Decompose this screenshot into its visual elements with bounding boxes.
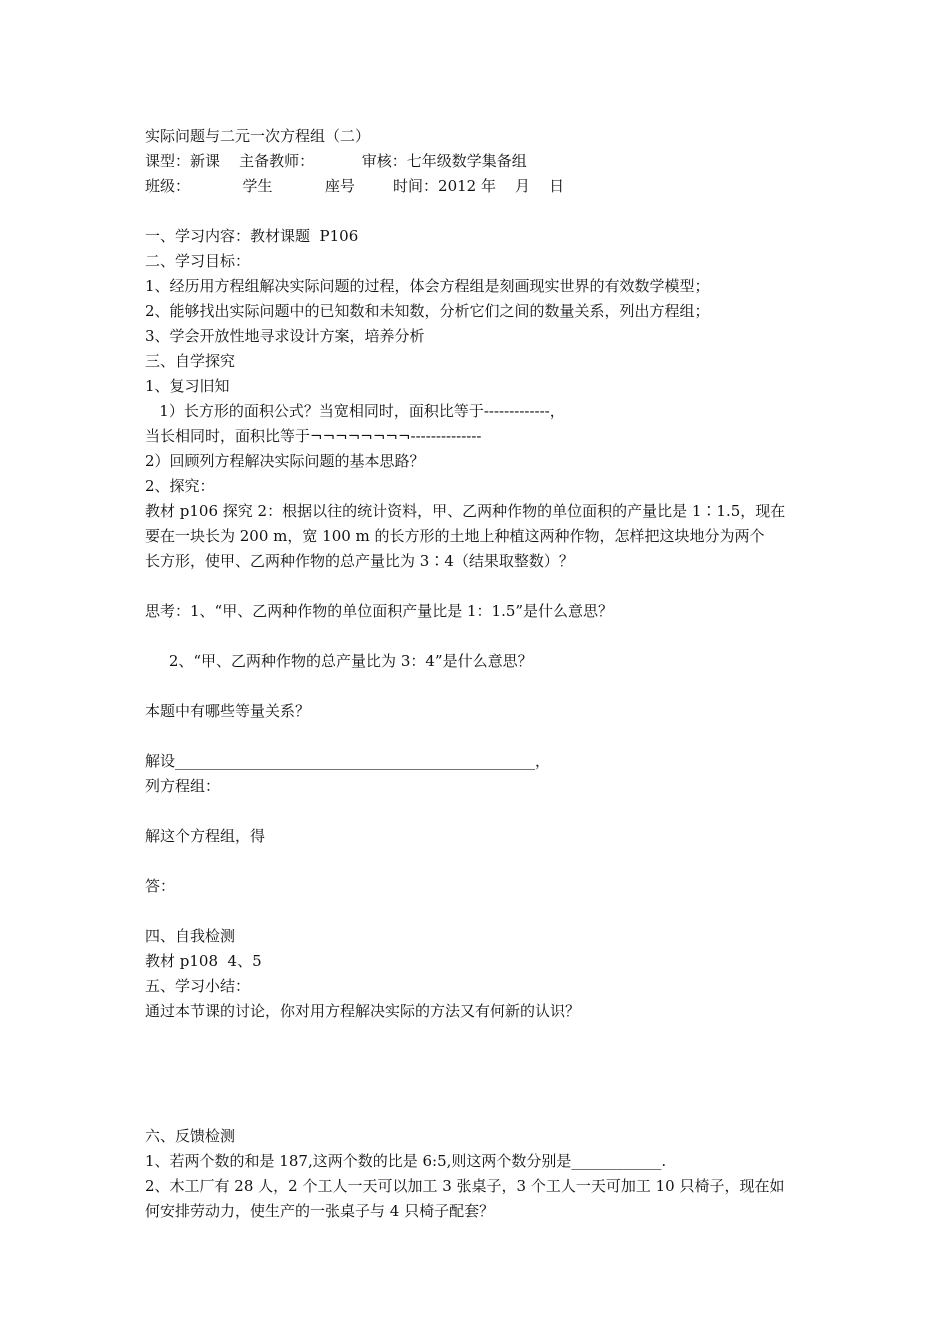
section4-content: 教材 p108 4、5 bbox=[145, 952, 262, 970]
review-question-1b: 当长相同时，面积比等于¬¬¬¬¬¬¬¬-------------- bbox=[145, 427, 482, 445]
let-blank-line: 解设________________________________________________， bbox=[145, 752, 551, 770]
class-info-line: 班级： 学生 座号 时间：2012 年 月 日 bbox=[145, 177, 565, 195]
problem-line: 要在一块长为 200 m，宽 100 m 的长方形的土地上种植这两种作物，怎样把这块地分为两个 bbox=[145, 527, 765, 545]
explore-title: 2、探究： bbox=[145, 477, 215, 495]
section2-title: 二、学习目标： bbox=[145, 252, 251, 270]
section6-title: 六、反馈检测 bbox=[145, 1127, 236, 1145]
section4-title: 四、自我检测 bbox=[145, 927, 236, 945]
goal-item: 3、学会开放性地寻求设计方案，培养分析 bbox=[145, 327, 425, 345]
think-question-2: 2、“甲、乙两种作物的总产量比为 3：4”是什么意思？ bbox=[145, 652, 533, 670]
goal-item: 1、经历用方程组解决实际问题的过程，体会方程组是刻画现实世界的有效数学模型； bbox=[145, 277, 710, 295]
course-info-line: 课型：新课 主备教师： 审核：七年级数学集备组 bbox=[145, 152, 527, 170]
review-question-2: 2）回顾列方程解决实际问题的基本思路？ bbox=[145, 452, 425, 470]
review-question-1: 1）长方形的面积公式？当宽相同时，面积比等于-------------， bbox=[145, 402, 565, 420]
feedback-question-2-cont: 何安排劳动力，使生产的一张桌子与 4 只椅子配套？ bbox=[145, 1202, 495, 1220]
section1-title: 一、学习内容：教材课题 P106 bbox=[145, 227, 359, 245]
section3-title: 三、自学探究 bbox=[145, 352, 236, 370]
doc-title: 实际问题与二元一次方程组（二） bbox=[145, 127, 371, 145]
section5-content: 通过本节课的讨论，你对用方程解决实际的方法又有何新的认识？ bbox=[145, 1002, 581, 1020]
feedback-question-1: 1、若两个数的和是 187,这两个数的比是 6:5,则这两个数分别是____________. bbox=[145, 1152, 667, 1170]
problem-line: 教材 p106 探究 2：根据以往的统计资料，甲、乙两种作物的单位面积的产量比是 1∶1.5，现在 bbox=[145, 502, 786, 520]
review-title: 1、复习旧知 bbox=[145, 377, 230, 395]
goal-item: 2、能够找出实际问题中的已知数和未知数，分析它们之间的数量关系，列出方程组； bbox=[145, 302, 710, 320]
relation-question: 本题中有哪些等量关系？ bbox=[145, 702, 311, 720]
think-question-1: 思考：1、“甲、乙两种作物的单位面积产量比是 1：1.5”是什么意思？ bbox=[145, 602, 614, 620]
problem-line: 长方形，使甲、乙两种作物的总产量比为 3∶4（结果取整数）？ bbox=[145, 552, 574, 570]
system-label: 列方程组： bbox=[145, 777, 221, 795]
answer-label: 答： bbox=[145, 877, 176, 895]
section5-title: 五、学习小结： bbox=[145, 977, 251, 995]
solve-label: 解这个方程组，得 bbox=[145, 827, 266, 845]
feedback-question-2: 2、木工厂有 28 人，2 个工人一天可以加工 3 张桌子，3 个工人一天可加工 10 只椅子，现在如 bbox=[145, 1177, 785, 1195]
